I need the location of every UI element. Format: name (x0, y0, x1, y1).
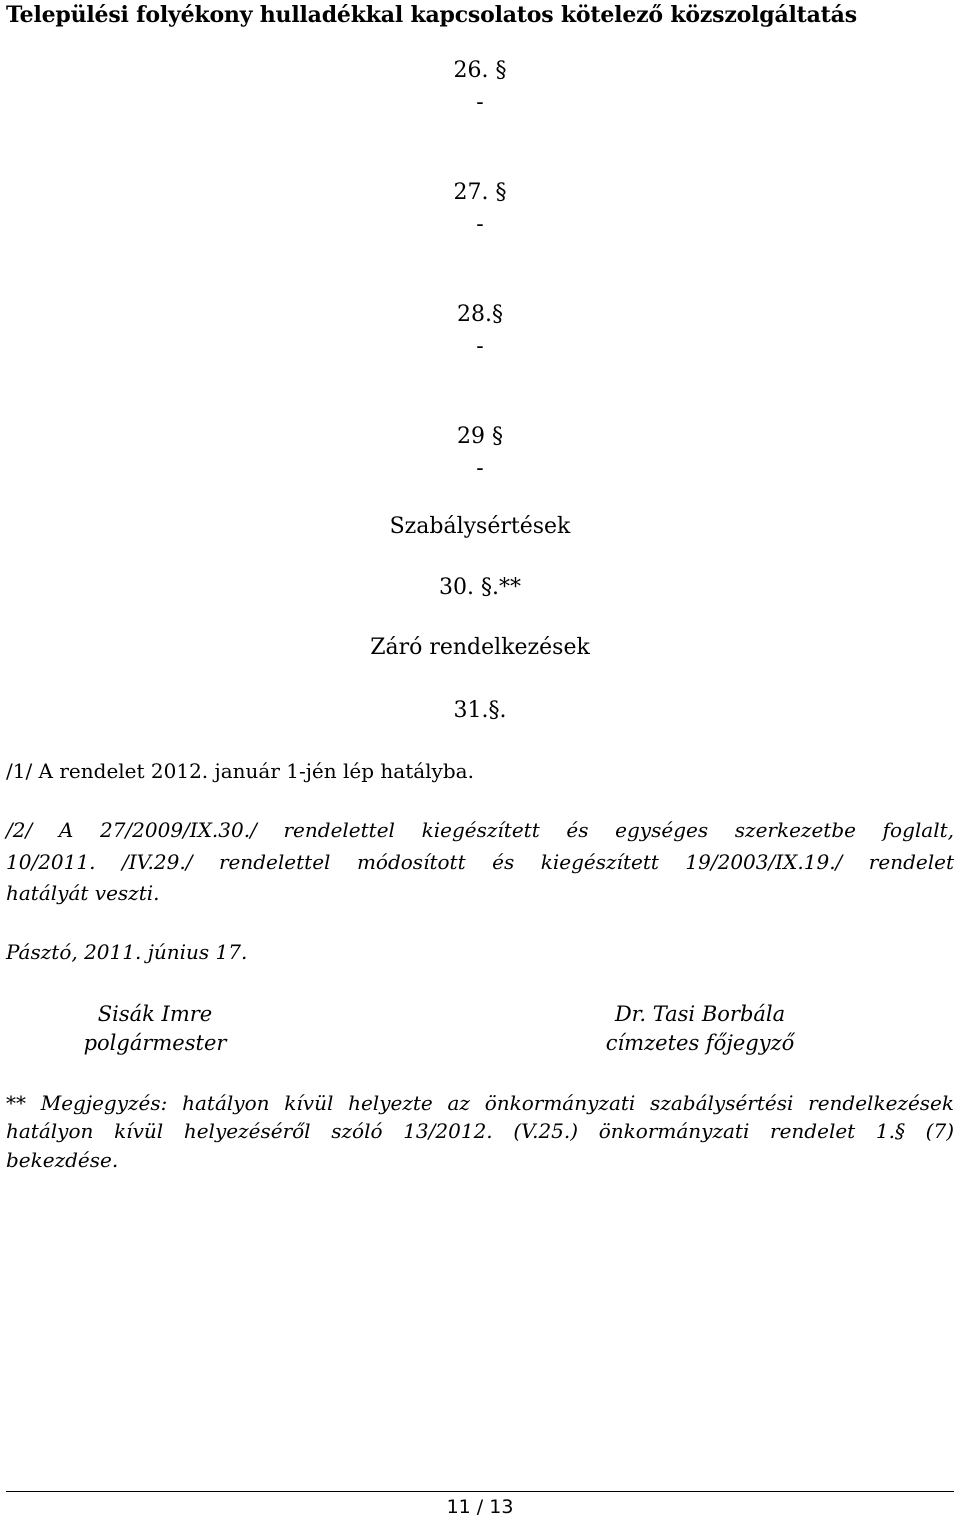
page-number: 11 / 13 (446, 1496, 514, 1518)
section-30-heading: 30. §.** (439, 575, 521, 600)
signature-left-name: Sisák Imre (97, 1002, 213, 1026)
place-and-date: Pásztó, 2011. június 17. (6, 940, 248, 964)
note-line-3: bekezdése. (6, 1148, 119, 1172)
document-title: Települési folyékony hulladékkal kapcsolatos kötelező közszolgáltatás (6, 2, 857, 28)
note-line-1: ** Megjegyzés: hatályon kívül helyezte az önkormányzati szabálysértési rendelkezések (6, 1091, 954, 1115)
signature-left-title: polgármester (83, 1031, 227, 1055)
paragraph-2-line-2: 10/2011. /IV.29./ rendelettel módosított és kiegészített 19/2003/IX.19./ rendelet (6, 850, 954, 874)
section-28-heading: 28.§ (457, 302, 503, 327)
paragraph-2-line-1: /2/ A 27/2009/IX.30./ rendelettel kiegészített és egységes szerkezetbe foglalt, (6, 818, 954, 842)
section-26-heading: 26. § (453, 58, 507, 83)
section-27-body: - (476, 212, 484, 237)
chapter-heading-closing: Záró rendelkezések (370, 635, 590, 660)
section-26-body: - (476, 90, 484, 115)
paragraph-1: /1/ A rendelet 2012. január 1-jén lép hatályba. (6, 759, 474, 783)
signature-right-title: címzetes főjegyző (605, 1031, 795, 1055)
section-29-body: - (476, 456, 484, 481)
footer-divider (6, 1491, 954, 1492)
section-27-heading: 27. § (453, 180, 507, 205)
signature-left (30, 1000, 280, 1058)
paragraph-2-line-3: hatályát veszti. (6, 881, 160, 905)
section-28-body: - (476, 334, 484, 359)
section-31-heading: 31.§. (453, 698, 507, 723)
signature-right-name: Dr. Tasi Borbála (614, 1002, 786, 1026)
signature-right (575, 1000, 825, 1058)
section-29-heading: 29 § (457, 424, 503, 449)
chapter-heading-violations: Szabálysértések (389, 514, 571, 539)
note-line-2: hatályon kívül helyezéséről szóló 13/2012. (V.25.) önkormányzati rendelet 1.§ (7) (6, 1119, 954, 1143)
